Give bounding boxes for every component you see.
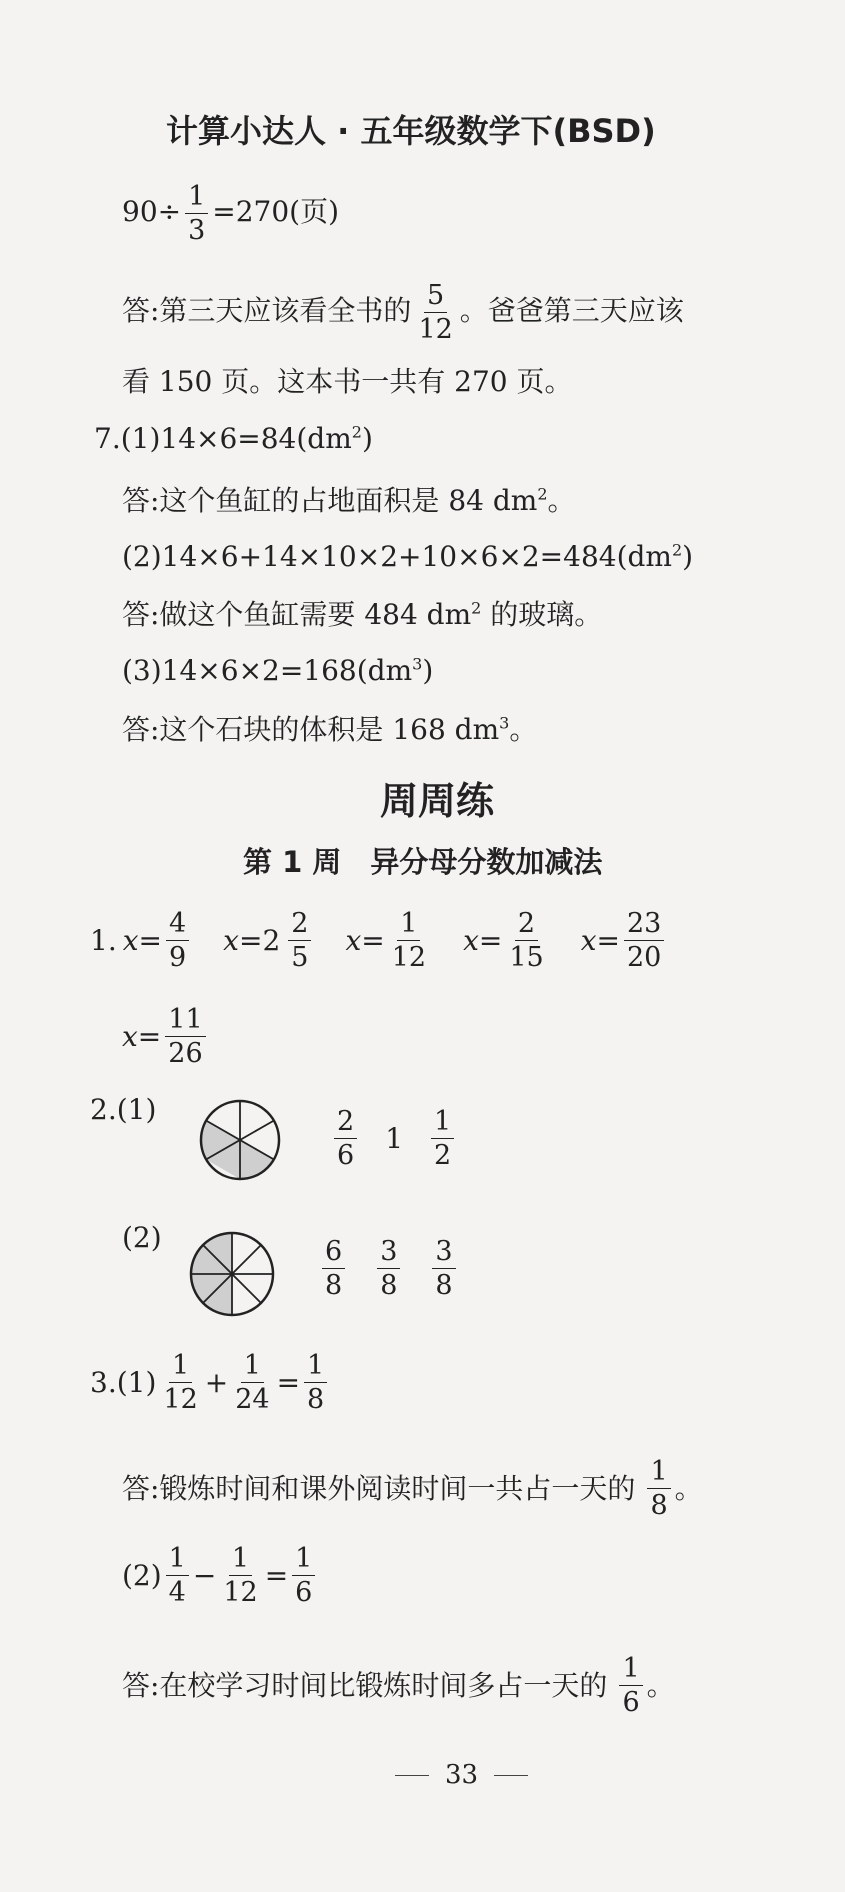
q7-part2-equation: $(2)14\times 6+14\times 10\times 2+10\times 6\times 2=484(dm^2)$ [122, 540, 694, 573]
q2-p2-frac1: $\frac{6}{8}$ [322, 1238, 345, 1299]
q2-p2-frac3: $\frac{3}{8}$ [432, 1238, 455, 1299]
q7-part3-answer: 答:这个石块的体积是 168 $dm^3$。 [122, 713, 538, 746]
q2-part1-label: 2.(1) [90, 1093, 157, 1126]
prev-eq-fraction: $\frac{1}{3}$ [185, 183, 208, 244]
prev-equation [122, 183, 339, 244]
q7-part1-equation: $7.(1)14\times 6=84(dm^2)$ [94, 422, 373, 455]
page-header: 计算小达人 · 五年级数学下(BSD) [166, 112, 656, 150]
q3-part1-answer: 答:锻炼时间和课外阅读时间一共占一天的 $\frac{1}{8}$ 。 [122, 1456, 703, 1521]
footer-rule-right [494, 1775, 528, 1776]
prev-eq-right: =270(页) [212, 195, 340, 228]
q2-part2-answers [318, 1238, 460, 1299]
prev-eq-left: 90÷ [122, 195, 182, 228]
page-footer [395, 1760, 528, 1790]
section-subtitle: 第 1 周 异分母分数加减法 [243, 845, 603, 879]
q3-part2-equation: (2) $\frac{1}{4}$ − $\frac{1}{12}$ = $\frac{1}{6}$ [122, 1545, 319, 1606]
q3-e1-c: $\frac{1}{8}$ [304, 1352, 327, 1413]
q3-e1-a: $\frac{1}{12}$ [163, 1350, 198, 1415]
pie-six-parts [190, 1090, 290, 1190]
q1-row1: 1. x= $\frac{4}{9}$ x= 2 $\frac{2}{5}$ x= $\frac{1}{12}$ x= $\frac{2}{15}$ x= $\frac{23}{20}$ [90, 910, 668, 971]
q3-e2-a: $\frac{1}{4}$ [166, 1545, 189, 1606]
footer-rule-left [395, 1775, 429, 1776]
q1-answer-f: $\frac{11}{26}$ [165, 1006, 205, 1067]
section-title: 周周练 [380, 779, 495, 823]
q7-part3-equation: $(3)14\times 6\times 2=168(dm^3)$ [122, 654, 434, 687]
q3-part1-equation: 3.(1) $\frac{1}{12}$ + $\frac{1}{24}$ = $\frac{1}{8}$ [90, 1352, 331, 1413]
q3-e2-c: $\frac{1}{6}$ [292, 1545, 315, 1606]
q1-label: 1. [90, 923, 117, 957]
prev-answer-fraction: $\frac{5}{12}$ [418, 280, 453, 345]
q2-p2-frac2: $\frac{3}{8}$ [377, 1238, 400, 1299]
q1-row2: x= $\frac{11}{26}$ [122, 1006, 210, 1067]
q3-part2-answer: 答:在校学习时间比锻炼时间多占一天的 $\frac{1}{6}$ 。 [122, 1653, 675, 1718]
q2-p1-frac2: $\frac{1}{2}$ [431, 1108, 454, 1169]
q1-answer-d: $\frac{2}{15}$ [509, 908, 544, 973]
q7-part1-answer: 答:这个鱼缸的占地面积是 84 $dm^2$。 [122, 484, 576, 517]
q1-answer-b: 2 $\frac{2}{5}$ [262, 910, 315, 971]
q3-ans1-frac: $\frac{1}{8}$ [647, 1458, 670, 1519]
q2-part1-answers [330, 1108, 458, 1169]
pie-eight-parts [180, 1222, 284, 1326]
page-number: 33 [445, 1760, 479, 1790]
q7-part2-answer: 答:做这个鱼缸需要 484 $dm^2$ 的玻璃。 [122, 598, 603, 631]
q1-answer-a: $\frac{4}{9}$ [166, 910, 189, 971]
q3-e1-b: $\frac{1}{24}$ [235, 1350, 270, 1415]
q1-answer-e: $\frac{23}{20}$ [624, 910, 664, 971]
prev-answer-line2: 看 150 页。这本书一共有 270 页。 [122, 365, 573, 398]
q2-part2-label: (2) [122, 1221, 162, 1254]
q2-p1-frac1: $\frac{2}{6}$ [334, 1108, 357, 1169]
q3-e2-b: $\frac{1}{12}$ [223, 1543, 258, 1608]
q1-answer-c: $\frac{1}{12}$ [391, 908, 427, 973]
q2-p1-whole: 1 [385, 1121, 404, 1155]
q3-ans2-frac: $\frac{1}{6}$ [619, 1655, 642, 1716]
prev-answer-line1: 答:第三天应该看全书的 $\frac{5}{12}$ 。爸爸第三天应该 [122, 280, 684, 345]
